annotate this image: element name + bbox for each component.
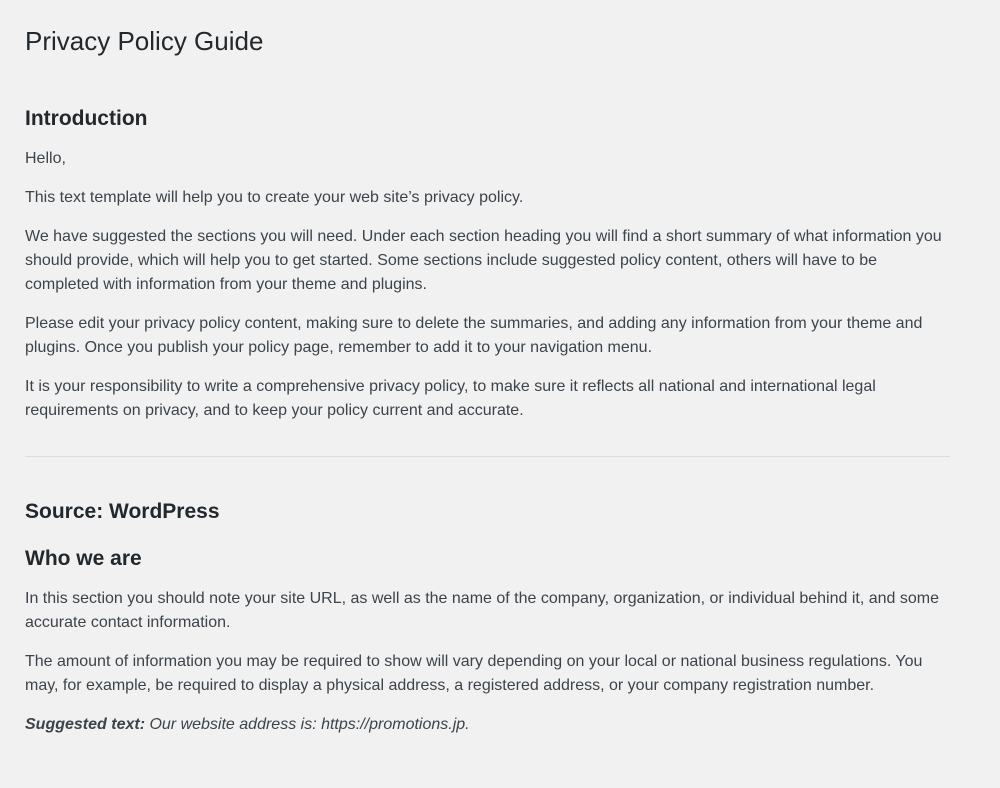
intro-paragraph-template: This text template will help you to create your web site’s privacy policy. [25, 189, 524, 206]
introduction-section [25, 104, 955, 423]
who-paragraph-site-url: In this section you should note your site URL, as well as the name of the company, organization, or individual behind it, and some accurate contact information. [25, 590, 939, 631]
source-heading: Source: WordPress [25, 500, 220, 523]
who-we-are-heading: Who we are [25, 547, 142, 570]
section-divider [25, 456, 950, 457]
suggested-text-value: Our website address is: https://promotions.jp. [145, 716, 470, 733]
introduction-heading: Introduction [25, 107, 148, 130]
intro-paragraph-edit: Please edit your privacy policy content, making sure to delete the summaries, and adding any information from your theme and plugins. Once you publish your policy page, remember to add it to your navigation menu. [25, 315, 923, 356]
wordpress-source-section [25, 497, 955, 737]
page-title: Privacy Policy Guide [25, 26, 264, 56]
suggested-text-label: Suggested text: [25, 716, 146, 733]
intro-paragraph-hello: Hello, [25, 150, 66, 167]
suggested-text-paragraph [25, 713, 955, 737]
intro-paragraph-responsibility: It is your responsibility to write a comprehensive privacy policy, to make sure it reflects all national and international legal requirements on privacy, and to keep your policy current and accurate. [25, 378, 876, 419]
policy-guide-content [25, 104, 955, 737]
who-paragraph-regulations: The amount of information you may be required to show will vary depending on your local or national business regulations. You may, for example, be required to display a physical address, a registered address, or your company registration number. [25, 653, 923, 694]
intro-paragraph-sections: We have suggested the sections you will need. Under each section heading you will find a short summary of what information you should provide, which will help you to get started. Some sections include suggested policy content, others will have to be completed with information from your theme and plugins. [25, 228, 942, 293]
